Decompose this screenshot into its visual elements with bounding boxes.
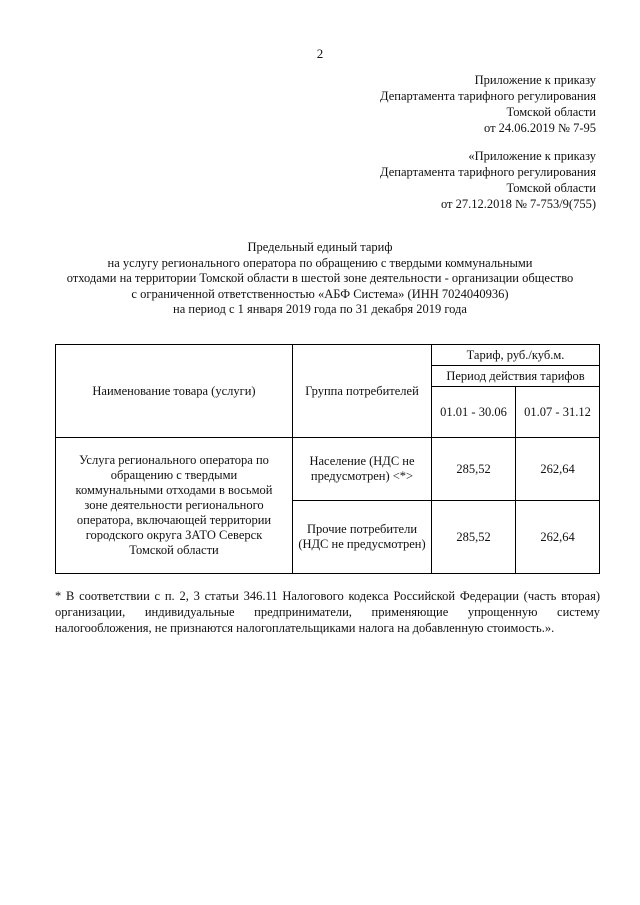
group-cell: Прочие потребители (НДС не предусмотрен) bbox=[293, 501, 432, 574]
appendix-previous-line: от 27.12.2018 № 7-753/9(755) bbox=[440, 197, 596, 211]
title-line: на услугу регионального оператора по обращению с твердыми коммунальными bbox=[107, 255, 533, 270]
period-cell: 01.07 - 31.12 bbox=[516, 387, 600, 438]
tariff-table bbox=[55, 344, 600, 574]
title-line: Предельный единый тариф bbox=[247, 240, 393, 254]
appendix-previous-line: Департамента тарифного регулирования bbox=[380, 165, 596, 179]
tariff-value-cell: 262,64 bbox=[516, 438, 600, 501]
title-line: на период с 1 января 2019 года по 31 декабря 2019 года bbox=[173, 302, 467, 316]
service-name-cell: Услуга регионального оператора по обращению с твердыми коммунальными отходами в восьмой зоне деятельности регионального оператора, включающей территории городского округа ЗАТО Северск Томской области bbox=[56, 438, 293, 574]
tariff-value-cell: 262,64 bbox=[516, 501, 600, 574]
header-tariff-cell: Тариф, руб./куб.м. bbox=[432, 345, 600, 366]
header-group-cell: Группа потребителей bbox=[293, 345, 432, 438]
appendix-current-line: Приложение к приказу bbox=[474, 73, 596, 87]
header-name-cell: Наименование товара (услуги) bbox=[56, 345, 293, 438]
appendix-previous bbox=[380, 148, 596, 212]
title-line: с ограниченной ответственностью «АБФ Система» (ИНН 7024040936) bbox=[131, 286, 509, 301]
document-title bbox=[40, 240, 600, 318]
table-header-row bbox=[56, 345, 600, 366]
appendix-current-line: Томской области bbox=[506, 105, 596, 119]
appendix-current-line: от 24.06.2019 № 7-95 bbox=[483, 121, 596, 135]
footnote: * В соответствии с п. 2, 3 статьи 346.11 Налогового кодекса Российской Федерации (часть вторая) организации, индивидуальные предприниматели, применяющие упрощенную систему налогообложения, не признаются налогоплательщиками налога на добавленную стоимость.». bbox=[55, 589, 600, 635]
group-cell: Население (НДС не предусмотрен) <*> bbox=[293, 438, 432, 501]
tariff-value-cell: 285,52 bbox=[432, 438, 516, 501]
header-period-cell: Период действия тарифов bbox=[432, 366, 600, 387]
title-line: отходами на территории Томской области в шестой зоне деятельности - организации общество bbox=[66, 271, 574, 285]
appendix-previous-line: «Приложение к приказу bbox=[468, 149, 596, 163]
appendix-current-line: Департамента тарифного регулирования bbox=[380, 89, 596, 103]
period-cell: 01.01 - 30.06 bbox=[432, 387, 516, 438]
tariff-value-cell: 285,52 bbox=[432, 501, 516, 574]
table-row bbox=[56, 438, 600, 501]
appendix-previous-line: Томской области bbox=[506, 181, 596, 195]
page-number: 2 bbox=[316, 46, 324, 61]
appendix-current bbox=[380, 72, 596, 136]
